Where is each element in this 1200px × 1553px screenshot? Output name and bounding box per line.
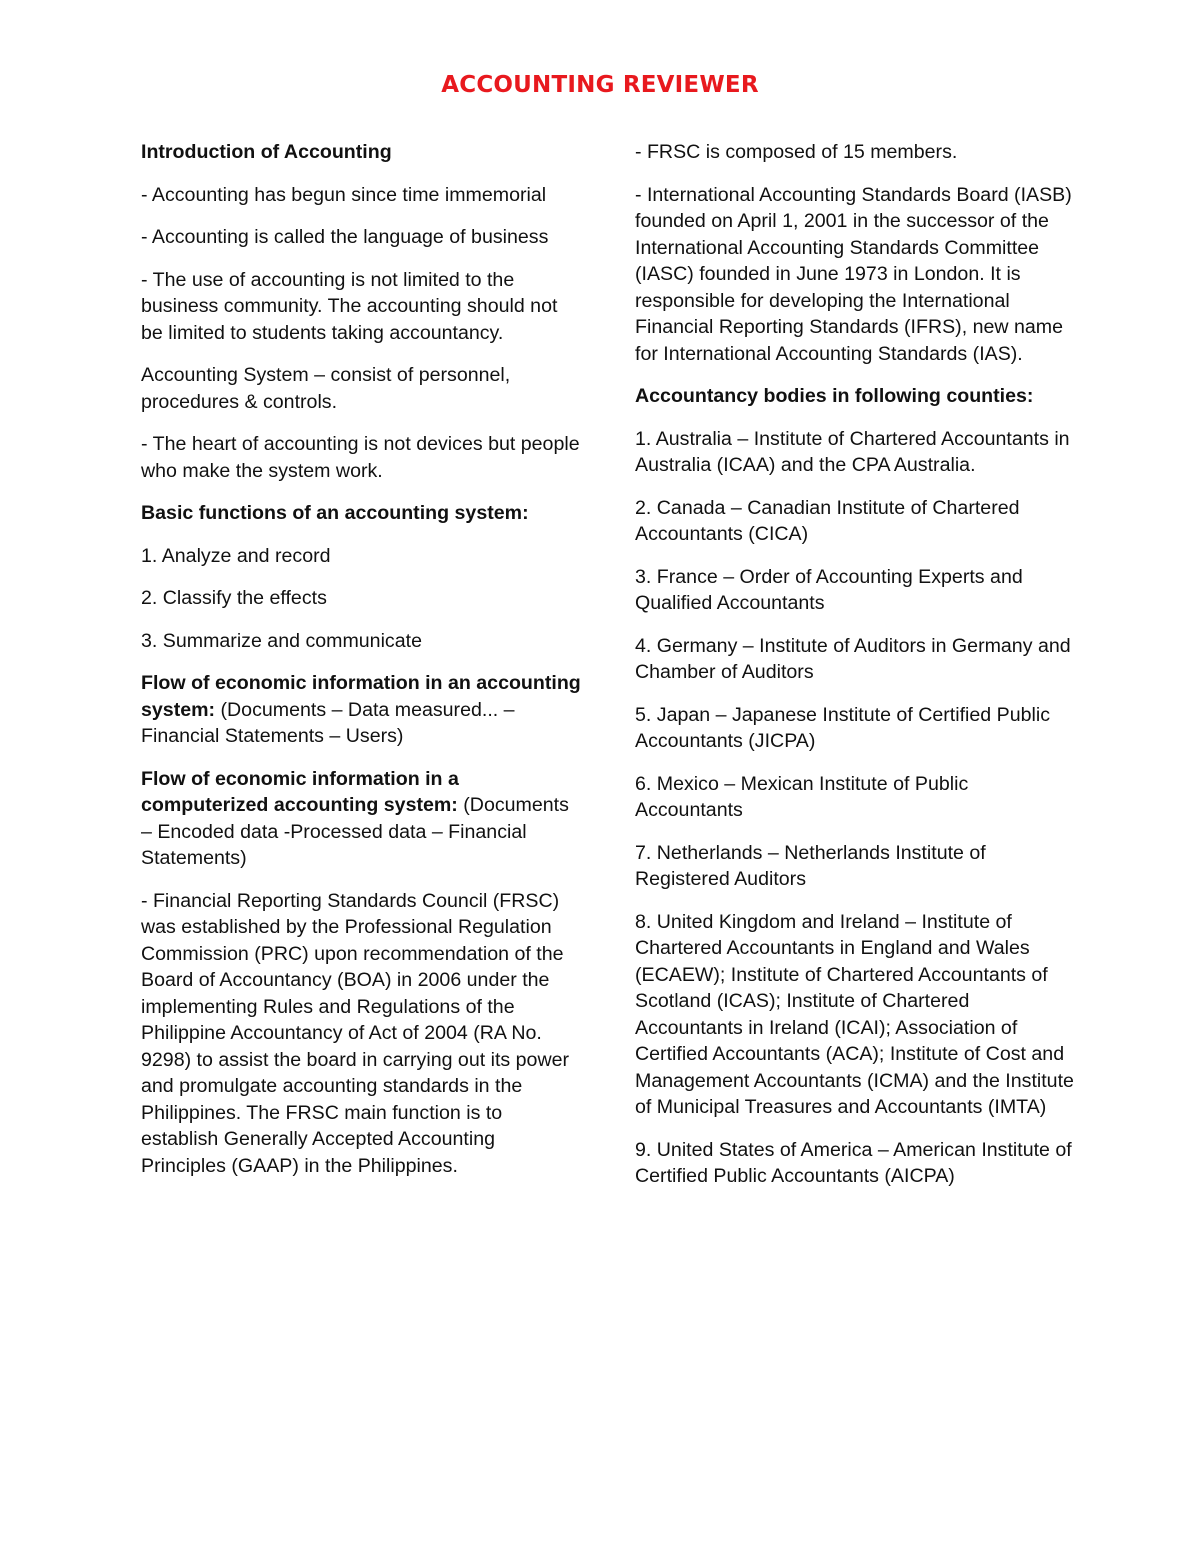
intro-item: - Accounting has begun since time immemorial bbox=[141, 183, 547, 206]
function-item: 3. Summarize and communicate bbox=[141, 629, 422, 652]
intro-item: - The use of accounting is not limited to the business community. The accounting should not be limited to students taking accountancy. bbox=[141, 268, 558, 344]
iasb-paragraph: - International Accounting Standards Board (IASB) founded on April 1, 2001 in the successor of the International Accounting Standards Committee (IASC) founded in June 1973 in London. It is responsible for developing the International Financial Reporting Standards (IFRS), new name for International Accounting Standards (IAS). bbox=[635, 183, 1072, 365]
frsc-members-note: - FRSC is composed of 15 members. bbox=[635, 141, 958, 163]
accountancy-body-item: 8. United Kingdom and Ireland – Institute of Chartered Accountants in England and Wales (ECAEW); Institute of Chartered Accountants of Scotland (ICAS); Institute of Chartered Accountants in Ireland (ICAI); Association of Certified Accountants (ACA); Institute of Cost and Management Accountants (ICMA) and the Institute of Municipal Treasures and Accountants (IMTA) bbox=[635, 910, 1074, 1118]
function-item: 1. Analyze and record bbox=[141, 544, 331, 567]
function-item: 2. Classify the effects bbox=[141, 587, 327, 609]
flow-computerized-label: Flow of economic information in a computerized accounting system: bbox=[141, 767, 459, 816]
accountancy-body-item: 6. Mexico – Mexican Institute of Public Accountants bbox=[635, 772, 969, 821]
accountancy-bodies-heading: Accountancy bodies in following counties: bbox=[635, 385, 1034, 407]
flow-manual-paragraph bbox=[141, 670, 581, 750]
accountancy-body-item: 5. Japan – Japanese Institute of Certified Public Accountants (JICPA) bbox=[635, 703, 1050, 752]
basic-functions-heading: Basic functions of an accounting system: bbox=[141, 502, 529, 524]
document-title: ACCOUNTING REVIEWER bbox=[441, 72, 759, 98]
flow-manual-text: (Documents – Data measured... – Financial Statements – Users) bbox=[141, 698, 515, 747]
right-column bbox=[635, 139, 1075, 1206]
accountancy-body-item: 2. Canada – Canadian Institute of Chartered Accountants (CICA) bbox=[635, 496, 1020, 545]
flow-computerized-paragraph bbox=[141, 766, 581, 872]
intro-heading: Introduction of Accounting bbox=[141, 141, 392, 163]
accountancy-body-item: 9. United States of America – American Institute of Certified Public Accountants (AICPA) bbox=[635, 1138, 1072, 1187]
accountancy-body-item: 4. Germany – Institute of Auditors in Germany and Chamber of Auditors bbox=[635, 634, 1071, 683]
accountancy-body-item: 7. Netherlands – Netherlands Institute of Registered Auditors bbox=[635, 841, 986, 890]
flow-computerized-text: (Documents – Encoded data -Processed data – Financial Statements) bbox=[141, 794, 569, 869]
accounting-system-definition: Accounting System – consist of personnel, procedures & controls. bbox=[141, 364, 511, 413]
heart-of-accounting-note: - The heart of accounting is not devices but people who make the system work. bbox=[141, 433, 580, 482]
flow-manual-label: Flow of economic information in an accounting system: bbox=[141, 672, 581, 721]
accountancy-body-item: 3. France – Order of Accounting Experts and Qualified Accountants bbox=[635, 565, 1023, 614]
left-column bbox=[141, 139, 581, 1195]
accountancy-body-item: 1. Australia – Institute of Chartered Accountants in Australia (ICAA) and the CPA Australia. bbox=[635, 427, 1070, 476]
intro-item: - Accounting is called the language of business bbox=[141, 226, 549, 248]
frsc-paragraph: - Financial Reporting Standards Council (FRSC) was established by the Professional Regulation Commission (PRC) upon recommendation of the Board of Accountancy (BOA) in 2006 under the implementing Rules and Regulations of the Philippine Accountancy of Act of 2004 (RA No. 9298) to assist the board in carrying out its power and promulgate accounting standards in the Philippines. The FRSC main function is to establish Generally Accepted Accounting Principles (GAAP) in the Philippines. bbox=[141, 889, 570, 1177]
